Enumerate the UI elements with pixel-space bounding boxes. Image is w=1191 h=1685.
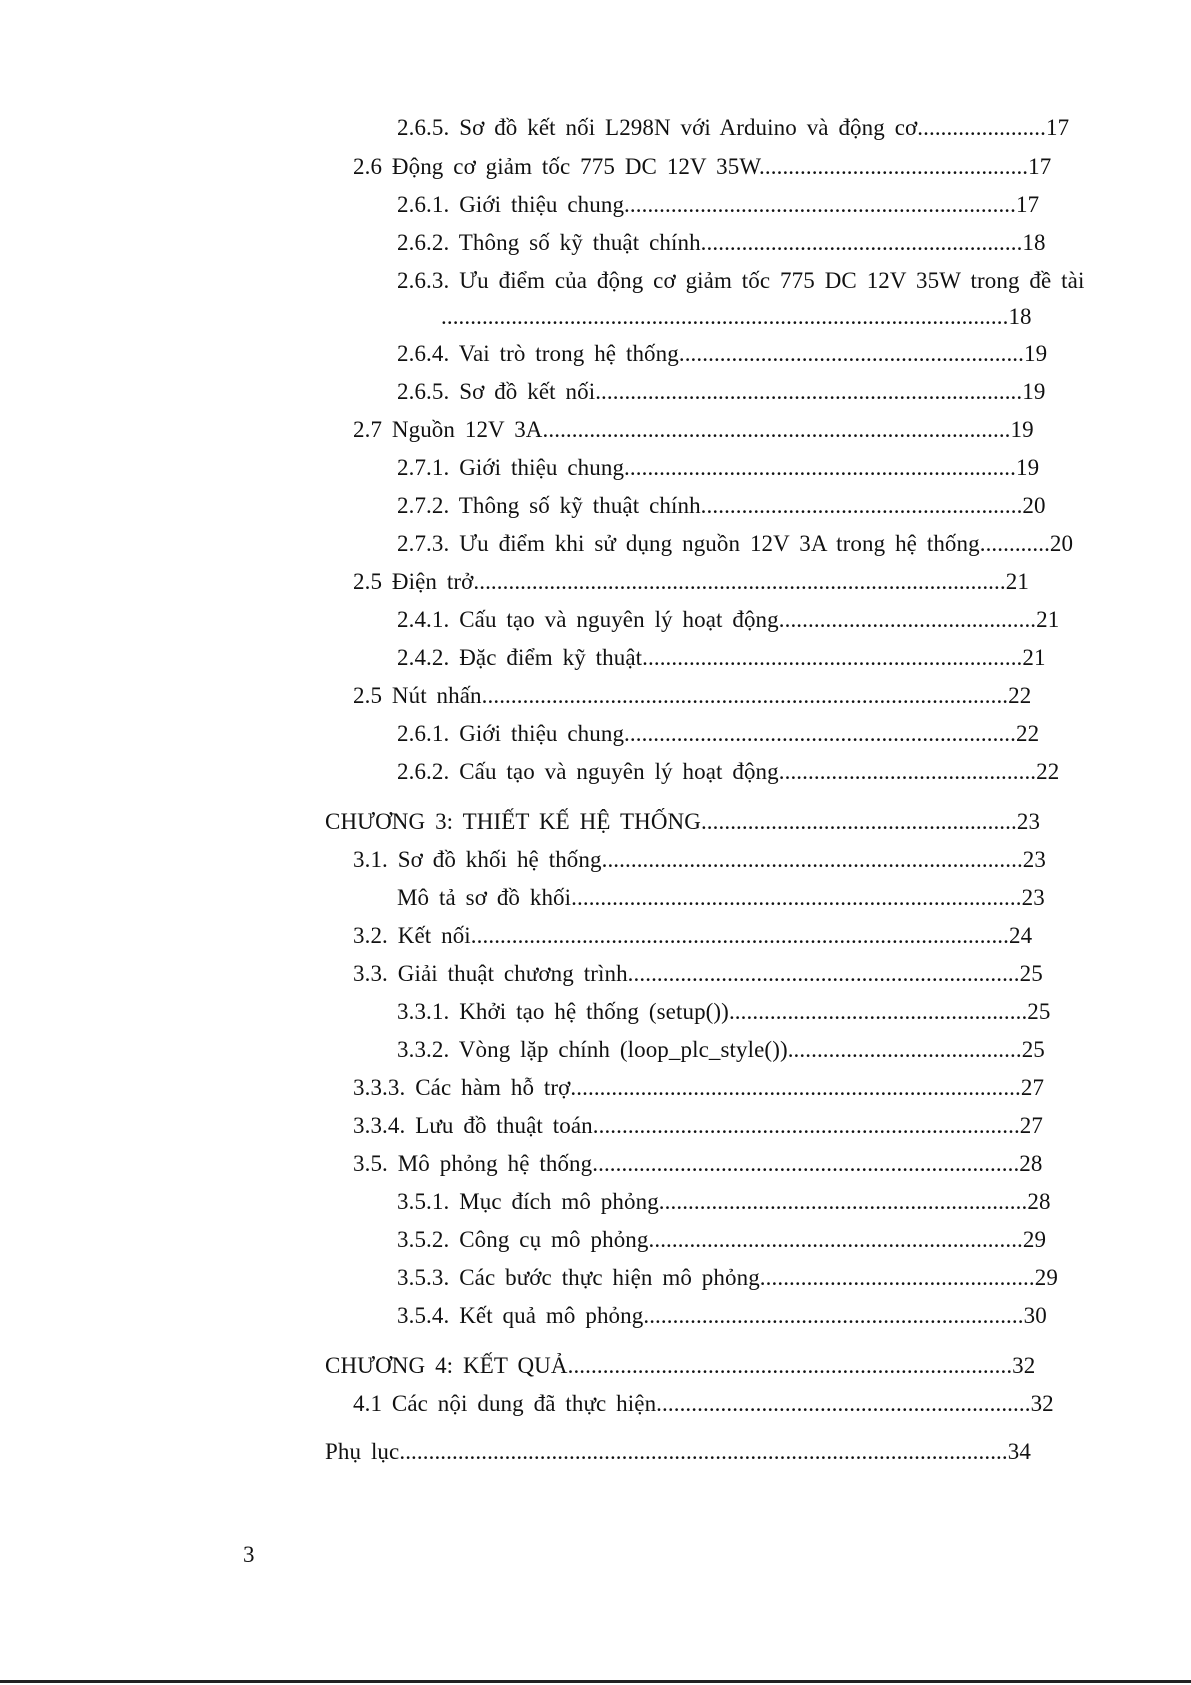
toc-entry[interactable]: 2.6.3. Ưu điểm của động cơ giảm tốc 775 DC 12V 35W trong đề tài [397,268,1085,293]
toc-entry[interactable]: 2.6.4. Vai trò trong hệ thống...........................................................19 [397,341,1048,366]
toc-entry[interactable]: 3.3. Giải thuật chương trình...................................................................25 [353,961,1043,986]
toc-entry[interactable]: 4.1 Các nội dung đã thực hiện................................................................32 [353,1391,1054,1416]
toc-entry[interactable]: 2.7.2. Thông số kỹ thuật chính.......................................................20 [397,493,1046,518]
toc-entry[interactable]: Mô tả sơ đồ khối.............................................................................23 [397,885,1045,910]
toc-entry[interactable]: 2.6.5. Sơ đồ kết nối L298N với Arduino và động cơ......................17 [397,115,1070,140]
toc-entry[interactable]: 2.6.1. Giới thiệu chung...................................................................17 [397,192,1040,217]
toc-entry[interactable]: 2.6.1. Giới thiệu chung...................................................................22 [397,721,1040,746]
toc-entry[interactable]: 3.2. Kết nối............................................................................................24 [353,923,1033,948]
toc-entry[interactable]: 2.6.2. Thông số kỹ thuật chính.......................................................18 [397,230,1046,255]
toc-entry-continuation[interactable]: .................................................................................................18 [441,304,1032,329]
toc-entry[interactable]: 3.5.4. Kết quả mô phỏng.................................................................30 [397,1303,1047,1328]
toc-entry[interactable]: 3.5. Mô phỏng hệ thống.........................................................................28 [353,1151,1043,1176]
toc-entry[interactable]: 2.4.2. Đặc điểm kỹ thuật.................................................................21 [397,645,1046,670]
page-number: 3 [243,1542,255,1567]
toc-entry[interactable]: 2.7.1. Giới thiệu chung...................................................................19 [397,455,1040,480]
toc-entry[interactable]: 2.6.2. Cấu tạo và nguyên lý hoạt động............................................22 [397,759,1060,784]
toc-entry[interactable]: Phụ lục........................................................................................................34 [325,1439,1031,1464]
toc-entry[interactable]: 2.6 Động cơ giảm tốc 775 DC 12V 35W..............................................17 [353,154,1052,179]
toc-entry[interactable]: 3.3.4. Lưu đồ thuật toán.........................................................................27 [353,1113,1044,1138]
toc-entry[interactable]: 3.5.1. Mục đích mô phỏng...............................................................28 [397,1189,1051,1214]
toc-chapter-heading[interactable]: CHƯƠNG 3: THIẾT KẾ HỆ THỐNG......................................................23 [325,809,1041,834]
bottom-divider [0,1680,1191,1683]
toc-entry[interactable]: 3.3.3. Các hàm hỗ trợ.............................................................................27 [353,1075,1045,1100]
toc-chapter-heading[interactable]: CHƯƠNG 4: KẾT QUẢ............................................................................32 [325,1353,1036,1378]
toc-entry[interactable]: 2.6.5. Sơ đồ kết nối.........................................................................19 [397,379,1046,404]
toc-entry[interactable]: 3.5.3. Các bước thực hiện mô phỏng...............................................29 [397,1265,1058,1290]
toc-entry[interactable]: 3.3.2. Vòng lặp chính (loop_plc_style())........................................25 [397,1037,1045,1062]
toc-entry[interactable]: 3.3.1. Khởi tạo hệ thống (setup())...................................................25 [397,999,1051,1024]
toc-entry[interactable]: 3.1. Sơ đồ khối hệ thống........................................................................23 [353,847,1046,872]
toc-entry[interactable]: 2.5 Điện trở...........................................................................................21 [353,569,1029,594]
toc-entry[interactable]: 2.7.3. Ưu điểm khi sử dụng nguồn 12V 3A trong hệ thống............20 [397,531,1074,556]
toc-entry[interactable]: 2.4.1. Cấu tạo và nguyên lý hoạt động............................................21 [397,607,1060,632]
toc-entry[interactable]: 2.7 Nguồn 12V 3A................................................................................19 [353,417,1034,442]
toc-entry[interactable]: 3.5.2. Công cụ mô phỏng................................................................29 [397,1227,1047,1252]
toc-entry[interactable]: 2.5 Nút nhấn..........................................................................................22 [353,683,1032,708]
